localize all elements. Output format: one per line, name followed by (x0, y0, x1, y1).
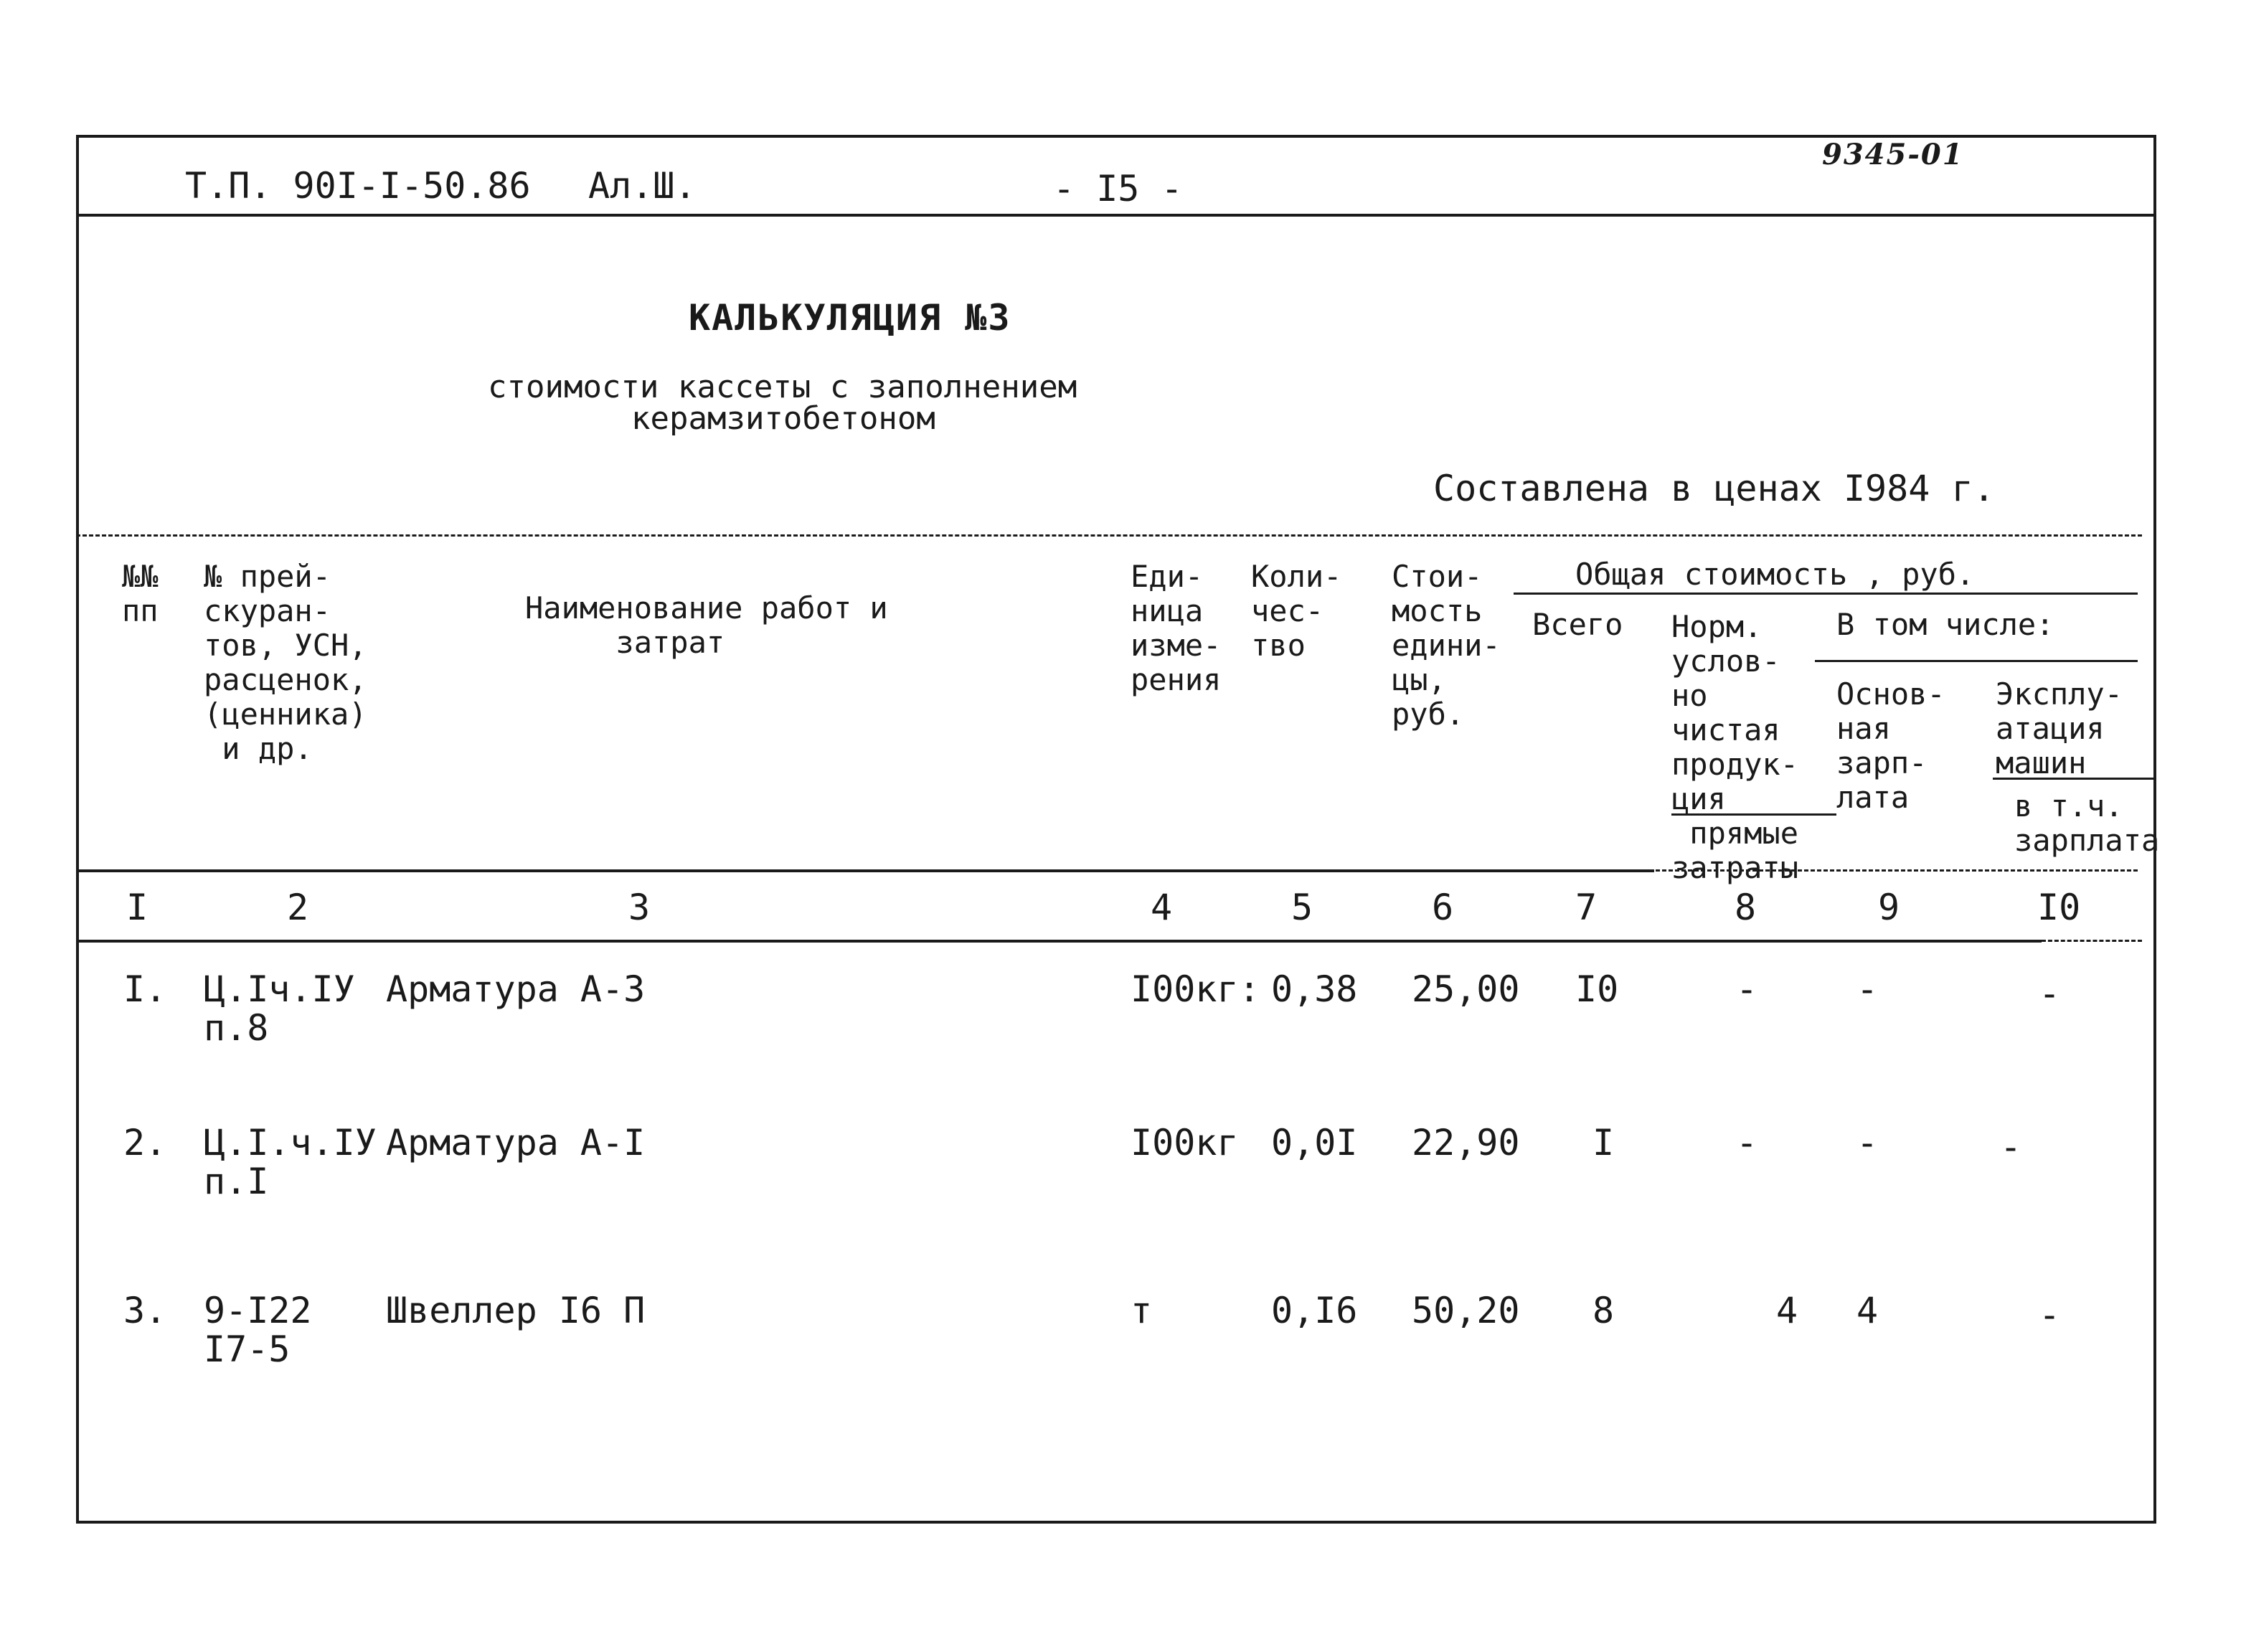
row2-net-output: - (1736, 1122, 1758, 1164)
frame-bottom (76, 1521, 2156, 1524)
row1-work-name: Арматура А-3 (386, 968, 646, 1010)
row2-code-item: п.I (204, 1161, 269, 1202)
machine-operation-divider (1993, 778, 2153, 780)
document-subtitle-line2: керамзитобетоном (631, 400, 935, 437)
frame-left (76, 135, 79, 1524)
row3-work-name: Швеллер I6 П (386, 1290, 646, 1331)
row1-number: I. (123, 968, 167, 1010)
album-label: Ал.Ш. (588, 165, 697, 207)
row2-quantity: 0,0I (1271, 1122, 1358, 1164)
row2-number: 2. (123, 1122, 167, 1164)
col-header-quantity: Коли- чес- тво (1251, 559, 1342, 663)
row2-basic-salary: - (1856, 1122, 1879, 1164)
col-header-net-output: Норм. услов- но чистая продук- ция (1671, 609, 1799, 816)
row3-basic-salary: 4 (1856, 1290, 1879, 1331)
column-number-8: 8 (1735, 887, 1757, 928)
row1-total: I0 (1575, 968, 1619, 1010)
row1-machine-operation: - (2039, 973, 2061, 1014)
column-numbers-rule (76, 940, 2042, 943)
page-number: - I5 - (1053, 168, 1183, 209)
row1-unit: I00кг: (1131, 968, 1260, 1010)
table-top-rule (76, 534, 2142, 537)
col-header-machine-salary: в т.ч. зарплата (2014, 788, 2160, 858)
header-bottom-rule (76, 869, 1654, 872)
row3-machine-operation: - (2039, 1294, 2061, 1336)
handwritten-code: 9345-01 (1822, 138, 1964, 171)
row3-code: 9-I22 (204, 1290, 312, 1331)
group-header-underline (1514, 593, 2138, 595)
row1-net-output: - (1736, 968, 1758, 1010)
row1-code: Ц.Iч.IУ (204, 968, 355, 1010)
col-header-unit-cost: Стои- мость едини- цы, руб. (1392, 559, 1501, 732)
row3-total: 8 (1593, 1290, 1615, 1331)
row1-quantity: 0,38 (1271, 968, 1358, 1010)
header-bottom-rule-dashed (1578, 869, 2138, 872)
header-separator (76, 214, 2156, 217)
row3-number: 3. (123, 1290, 167, 1331)
col-header-price-list: № прей- скуран- тов, УСН, расценок, (ценника) и др. (204, 559, 367, 766)
column-number-2: 2 (287, 887, 309, 928)
column-number-5: 5 (1291, 887, 1313, 928)
column-number-10: I0 (2037, 887, 2081, 928)
col-header-unit: Еди- ница изме- рения (1131, 559, 1222, 697)
column-number-1: I (126, 887, 148, 928)
subgroup-header-in-that-number: В том числе: (1836, 607, 2054, 642)
col-header-machine-operation: Эксплу- атация машин (1996, 676, 2123, 780)
row3-net-output: 4 (1776, 1290, 1798, 1331)
column-number-4: 4 (1151, 887, 1173, 928)
subgroup-underline (1815, 660, 2138, 662)
row2-total: I (1593, 1122, 1615, 1164)
col-header-work-name: Наименование работ и затрат (525, 590, 888, 660)
row2-unit: I00кг (1131, 1122, 1239, 1164)
column-number-7: 7 (1575, 887, 1598, 928)
row3-unit-cost: 50,20 (1412, 1290, 1520, 1331)
col-header-direct-costs: прямые затраты (1671, 816, 1799, 885)
row1-basic-salary: - (1856, 968, 1879, 1010)
doc-code: Т.П. 90I-I-50.86 (185, 165, 531, 207)
column-number-3: 3 (628, 887, 651, 928)
row1-unit-cost: 25,00 (1412, 968, 1520, 1010)
col-header-basic-salary: Основ- ная зарп- лата (1836, 676, 1945, 815)
col-header-total: Всего (1532, 607, 1623, 642)
row1-code-item: п.8 (204, 1007, 269, 1049)
row3-code-item: I7-5 (204, 1328, 291, 1370)
column-number-9: 9 (1878, 887, 1900, 928)
col-header-number: №№ пп (122, 559, 159, 628)
row3-unit: т (1131, 1290, 1153, 1331)
row2-unit-cost: 22,90 (1412, 1122, 1520, 1164)
column-numbers-rule-dashed (2042, 940, 2142, 942)
row2-work-name: Арматура А-I (386, 1122, 646, 1164)
document-subtitle-line1: стоимости кассеты с заполнением (488, 369, 1077, 405)
prices-note: Составлена в ценах I984 г. (1433, 468, 1995, 509)
group-header-total-cost: Общая стоимость , руб. (1575, 557, 1975, 592)
row2-code: Ц.I.ч.IУ (204, 1122, 377, 1164)
row3-quantity: 0,I6 (1271, 1290, 1358, 1331)
document-title: КАЛЬКУЛЯЦИЯ №3 (689, 297, 1011, 339)
column-number-6: 6 (1432, 887, 1454, 928)
row2-machine-operation: - (2000, 1126, 2022, 1168)
